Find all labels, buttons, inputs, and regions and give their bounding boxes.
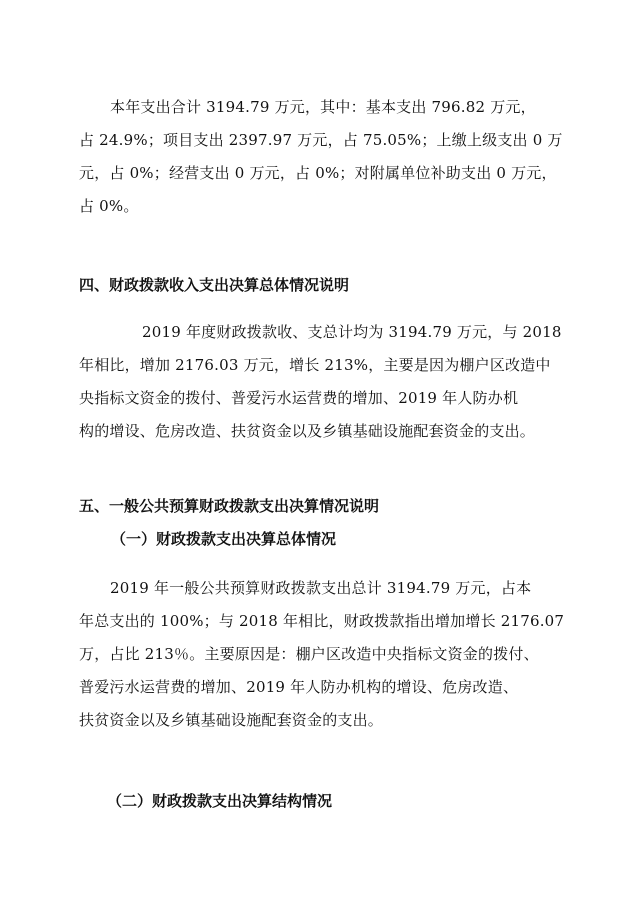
section4-line-1: 2019 年度财政拨款收、支总计均为 3194.79 万元，与 2018 [142,323,562,341]
section5-sub2-heading: （二）财政拨款支出决算结构情况 [107,792,333,810]
sub1-line-1: 2019 年一般公共预算财政拨款支出总计 3194.79 万元，占本 [110,579,532,597]
para1-line-3: 元，占 0%；经营支出 0 万元，占 0%；对附属单位补助支出 0 万元， [79,164,557,182]
section4-line-4: 构的增设、危房改造、扶贫资金以及乡镇基础设施配套资金的支出。 [79,422,536,440]
sub1-line-4: 普爱污水运营费的增加、2019 年人防办机构的增设、危房改造、 [79,678,519,696]
section4-heading: 四、财政拨款收入支出决算总体情况说明 [79,276,350,294]
section5-heading: 五、一般公共预算财政拨款支出决算情况说明 [79,497,380,515]
sub1-line-5: 扶贫资金以及乡镇基础设施配套资金的支出。 [79,711,384,729]
para1-line-1: 本年支出合计 3194.79 万元，其中：基本支出 796.82 万元， [110,98,536,116]
sub1-line-2: 年总支出的 100%；与 2018 年相比，财政拨款指出增加增长 2176.07 [79,612,565,630]
para1-line-2: 占 24.9%；项目支出 2397.97 万元，占 75.05%；上缴上级支出 0 万 [79,131,563,149]
para1-line-4: 占 0%。 [79,197,139,215]
section5-sub1-heading: （一）财政拨款支出决算总体情况 [111,530,337,548]
sub1-line-3: 万，占比 213％。主要原因是：棚户区改造中央指标文资金的拨付、 [79,645,539,663]
section4-line-2: 年相比，增加 2176.03 万元，增长 213%，主要是因为棚户区改造中 [79,356,551,374]
section4-line-3: 央指标文资金的拨付、普爱污水运营费的增加、2019 年人防办机 [79,389,519,407]
